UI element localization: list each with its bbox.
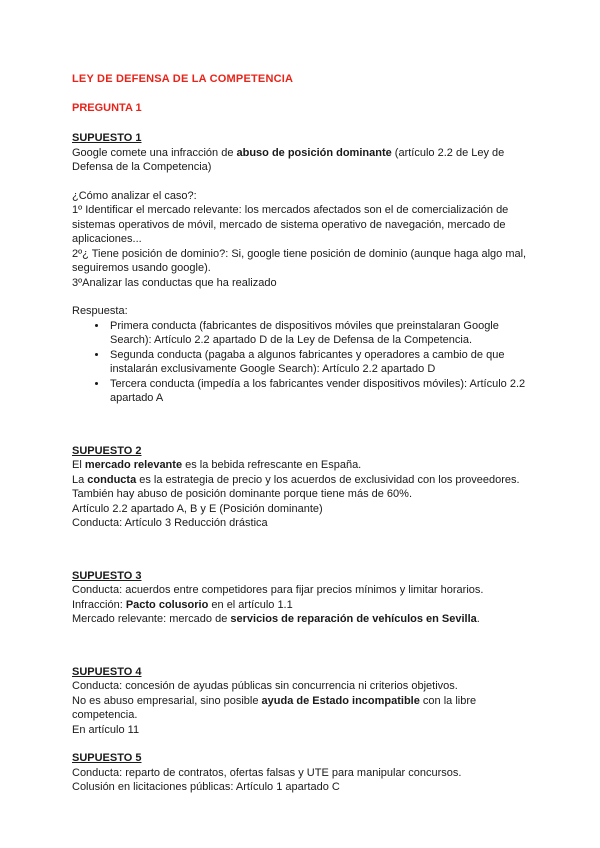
question-heading: PREGUNTA 1 [72, 101, 142, 114]
supuesto-1-answer-label: Respuesta: [72, 305, 128, 317]
supuesto-4-line-2: No es abuso empresarial, sino posible ayuda de Estado incompatible con la libre competencia. [72, 694, 477, 721]
document-body [72, 72, 534, 795]
supuesto-1-step-2: 2º¿ Tiene posición de dominio?: Si, google tiene posición de dominio (aunque haga algo mal, seguiremos usando google). [72, 247, 527, 274]
supuesto-4-line-1: Conducta: concesión de ayudas públicas sin concurrencia ni criterios objetivos. [72, 680, 458, 692]
supuesto-2-line-5: Conducta: Artículo 3 Reducción drástica [72, 517, 268, 529]
supuesto-3-heading: SUPUESTO 3 [72, 569, 142, 582]
list-item: • Segunda conducta (pagaba a algunos fabricantes y operadores a cambio de que instalarán exclusivamente Google Search): Artículo 2.2 apartado D [108, 348, 534, 377]
list-item: • Primera conducta (fabricantes de dispositivos móviles que preinstalaran Google Search): Artículo 2.2 apartado D de la Ley de Defensa de la Competencia. [108, 319, 534, 348]
supuesto-4-heading: SUPUESTO 4 [72, 665, 142, 678]
supuesto-3-line-3: Mercado relevante: mercado de servicios de reparación de vehículos en Sevilla. [72, 613, 480, 625]
supuesto-1-intro: Google comete una infracción de abuso de posición dominante (artículo 2.2 de Ley de Defensa de la Competencia) [72, 146, 505, 173]
supuesto-5-line-2: Colusión en licitaciones públicas: Artículo 1 apartado C [72, 781, 340, 793]
supuesto-3-line-1: Conducta: acuerdos entre competidores para fijar precios mínimos y limitar horarios. [72, 584, 484, 596]
document-title: LEY DE DEFENSA DE LA COMPETENCIA [72, 73, 294, 85]
supuesto-1-step-3: 3ºAnalizar las conductas que ha realizado [72, 276, 277, 289]
supuesto-3-line-2: Infracción: Pacto colusorio en el artículo 1.1 [72, 598, 293, 611]
supuesto-2-line-2: La conducta es la estrategia de precio y los acuerdos de exclusividad con los proveedores. [72, 473, 520, 486]
supuesto-5-line-1: Conducta: reparto de contratos, ofertas falsas y UTE para manipular concursos. [72, 766, 462, 779]
supuesto-2-line-1: El mercado relevante es la bebida refrescante en España. [72, 459, 362, 471]
supuesto-2-line-4: Artículo 2.2 apartado A, B y E (Posición dominante) [72, 502, 323, 515]
supuesto-4-line-3: En artículo 11 [72, 723, 140, 736]
supuesto-1-how: ¿Cómo analizar el caso?: [72, 189, 197, 202]
supuesto-2-line-3: También hay abuso de posición dominante porque tiene más de 60%. [72, 488, 413, 500]
list-item: • Tercera conducta (impedía a los fabricantes vender dispositivos móviles): Artículo 2.2 apartado A [108, 377, 534, 406]
supuesto-5-heading: SUPUESTO 5 [72, 752, 142, 764]
supuesto-1-bullet-list [72, 319, 534, 406]
supuesto-1-step-1: 1º Identificar el mercado relevante: los mercados afectados son el de comercialización de sistemas operativos de móvil, mercado de sistema operativo de navegación, mercado de aplicaciones... [72, 204, 509, 245]
supuesto-1-heading: SUPUESTO 1 [72, 132, 142, 144]
supuesto-2-heading: SUPUESTO 2 [72, 444, 142, 457]
